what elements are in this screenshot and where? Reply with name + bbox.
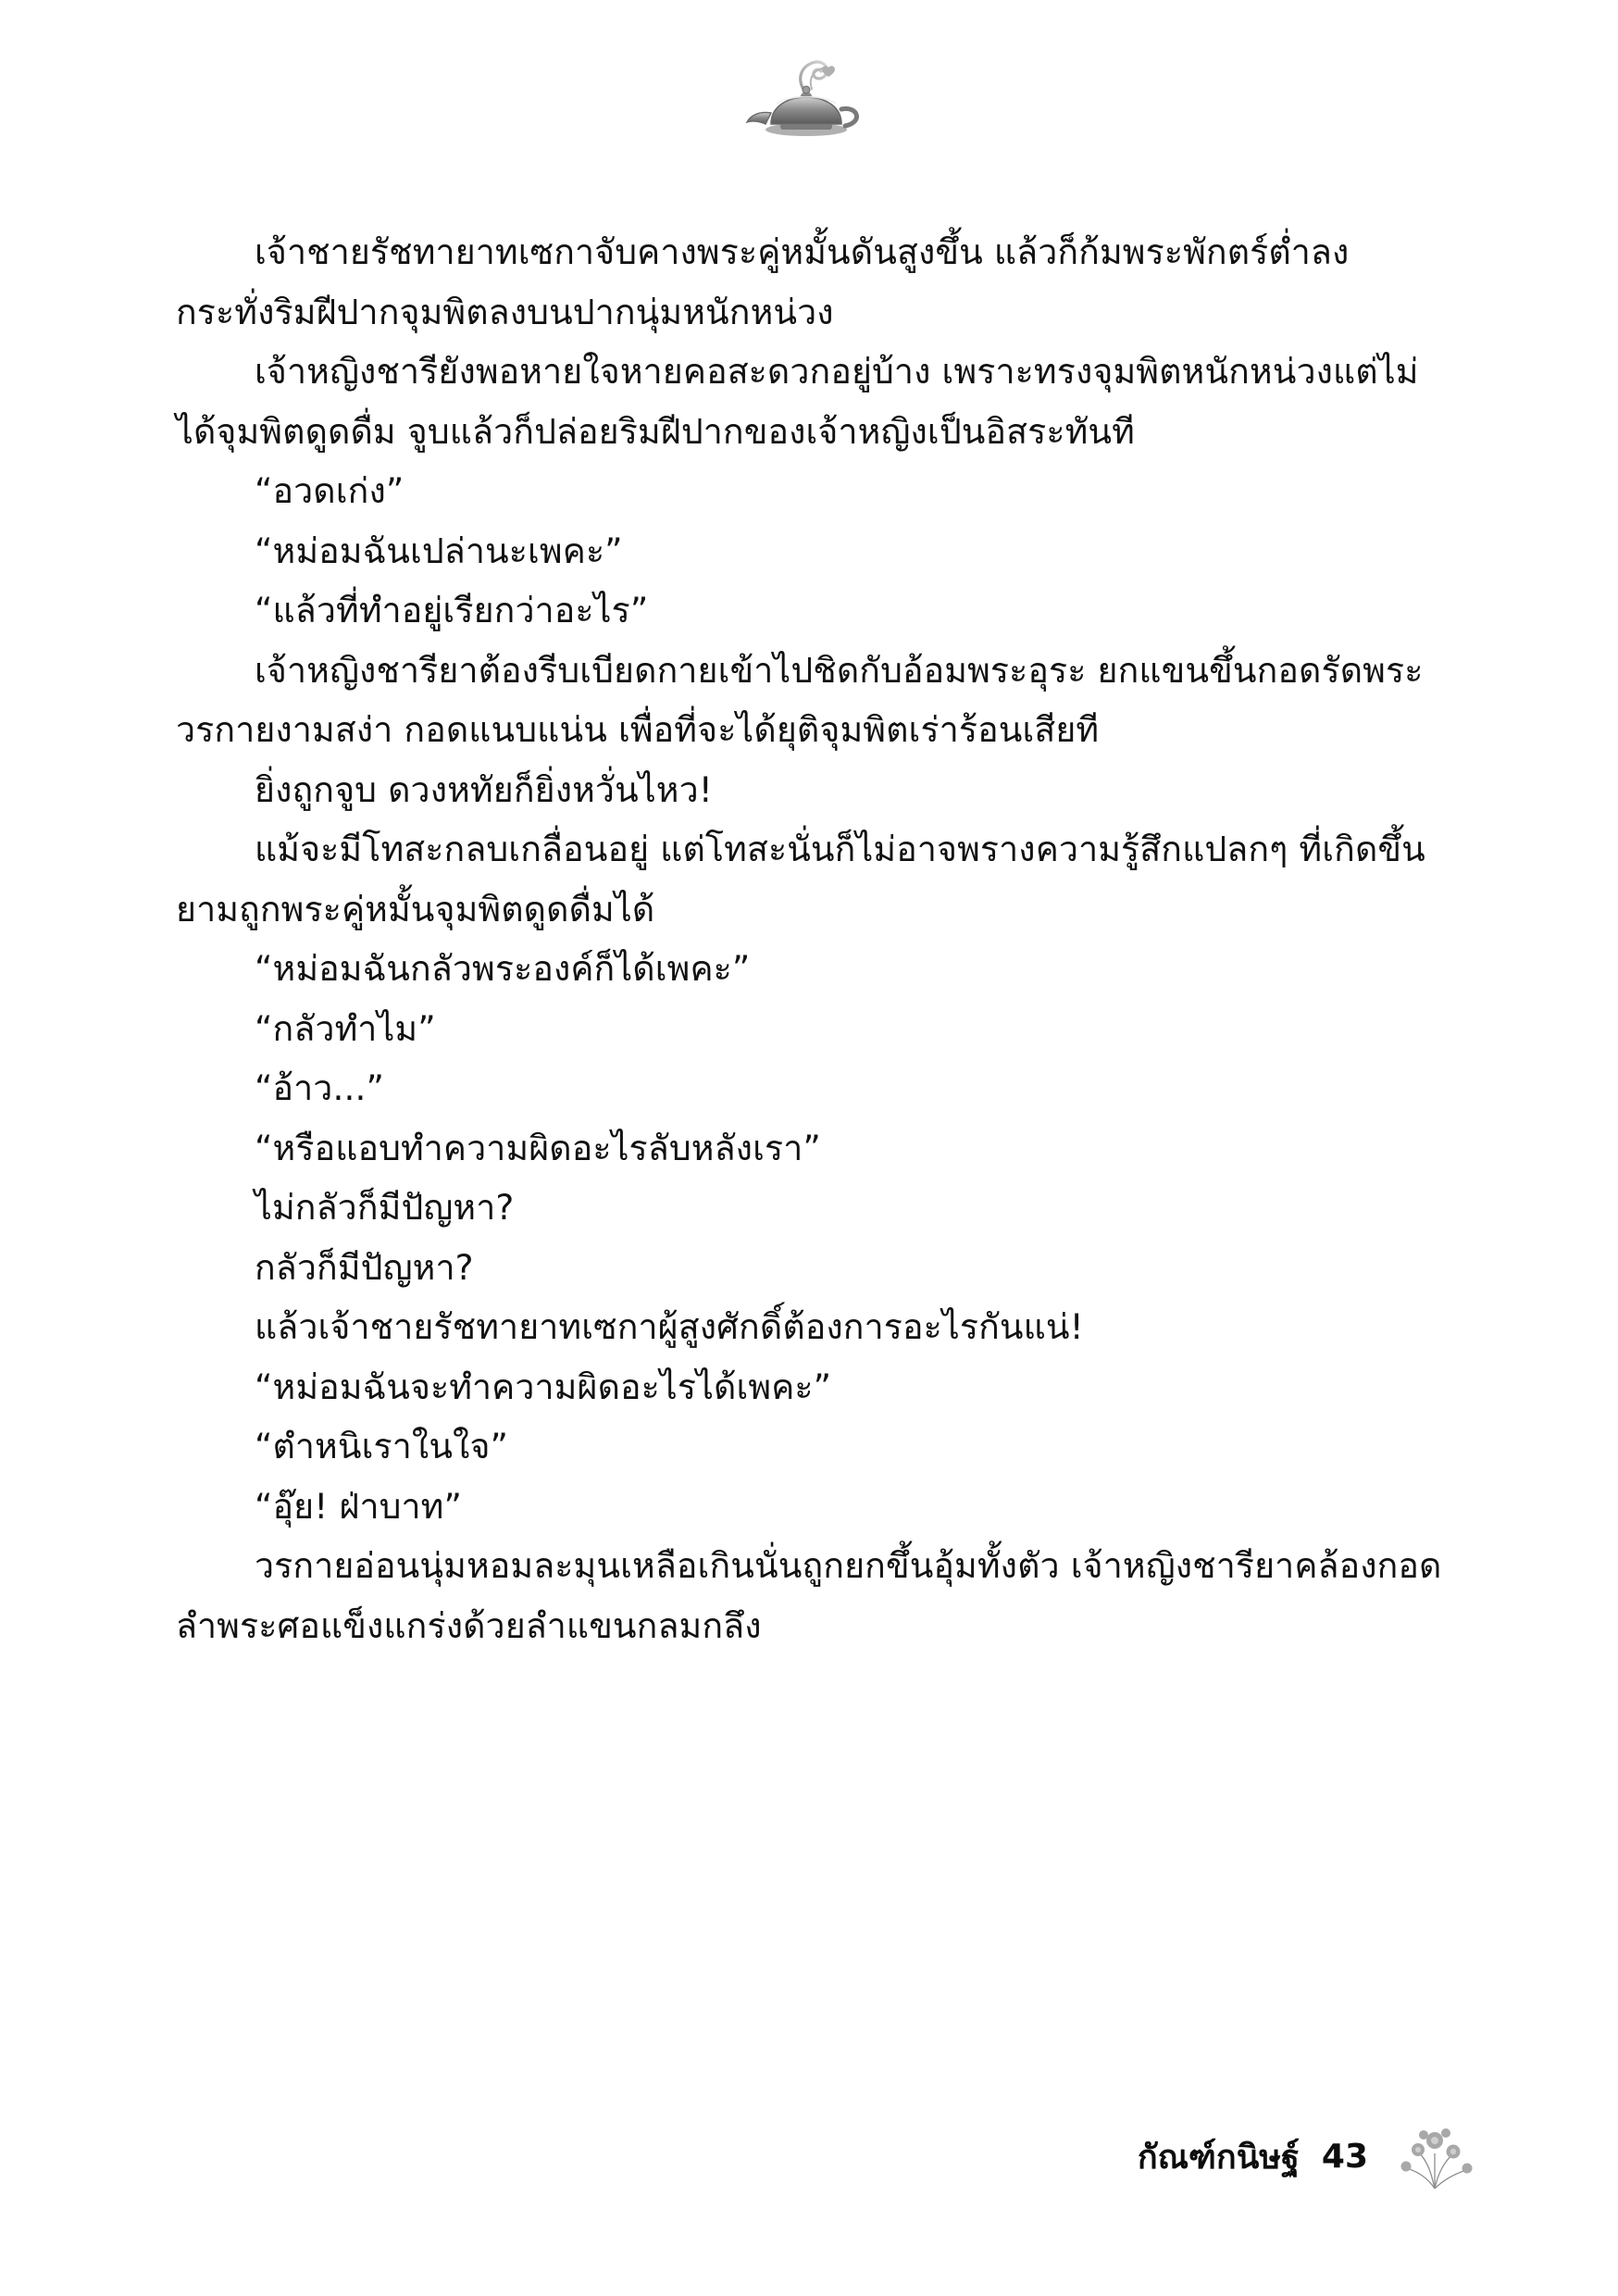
paragraph: “แล้วที่ทำอยู่เรียกว่าอะไร”	[255, 590, 649, 630]
paragraph: “หม่อมฉันจะทำความผิดอะไรได้เพคะ”	[255, 1366, 832, 1407]
paragraph: “อวดเก่ง”	[255, 470, 404, 511]
page-number: 43	[1321, 2137, 1368, 2176]
paragraph: ยิ่งถูกจูบ ดวงหทัยก็ยิ่งหวั่นไหว!	[255, 768, 713, 810]
paragraph: วรกายอ่อนนุ่มหอมละมุนเหลือเกินนั่นถูกยกขึ้นอุ้มทั้งตัว เจ้าหญิงชารียาคล้องกอดลำพระศอแข็งแกร่งด้วยลำแขนกลมกลึง	[176, 1545, 1442, 1646]
paragraph: ไม่กลัวก็มีปัญหา?	[255, 1187, 515, 1228]
genie-lamp-icon	[740, 48, 878, 145]
page-footer	[1138, 2116, 1479, 2196]
flower-sprig-icon	[1390, 2116, 1479, 2196]
paragraph: เจ้าหญิงชารียาต้องรีบเบียดกายเข้าไปชิดกับอ้อมพระอุระ ยกแขนขึ้นกอดรัดพระวรกายงามสง่า กอดแนบแน่น เพื่อที่จะได้ยุติจุมพิตเร่าร้อนเสียที	[176, 649, 1424, 750]
paragraph: “กลัวทำไม”	[255, 1007, 436, 1049]
paragraph: เจ้าชายรัชทายาทเซกาจับคางพระคู่หมั้นดันสูงขึ้น แล้วก็ก้มพระพักตร์ต่ำลงกระทั่งริมฝีปากจุมพิตลงบนปากนุ่มหนักหน่วง	[176, 231, 1350, 332]
paragraph: แม้จะมีโทสะกลบเกลื่อนอยู่ แต่โทสะนั่นก็ไม่อาจพรางความรู้สึกแปลกๆ ที่เกิดขึ้นยามถูกพระคู่หมั้นจุมพิตดูดดื่มได้	[176, 829, 1425, 930]
header-ornament	[0, 48, 1618, 145]
paragraph: แล้วเจ้าชายรัชทายาทเซกาผู้สูงศักดิ์ต้องการอะไรกันแน่!	[255, 1306, 1084, 1347]
paragraph: “อ้าว...”	[255, 1067, 385, 1108]
paragraph: “หม่อมฉันกลัวพระองค์ก็ได้เพคะ”	[255, 948, 751, 989]
page-body-text	[176, 222, 1444, 1655]
paragraph: “หม่อมฉันเปล่านะเพคะ”	[255, 530, 623, 571]
paragraph: กลัวก็มีปัญหา?	[255, 1246, 474, 1288]
paragraph: เจ้าหญิงชารียังพอหายใจหายคอสะดวกอยู่บ้าง เพราะทรงจุมพิตหนักหน่วงแต่ไม่ได้จุมพิตดูดดื่ม จูบแล้วก็ปล่อยริมฝีปากของเจ้าหญิงเป็นอิสระทันที	[176, 351, 1419, 452]
paragraph: “ตำหนิเราในใจ”	[255, 1426, 509, 1466]
book-title: กัณฑ์กนิษฐ์	[1137, 2138, 1300, 2177]
paragraph: “อุ๊ย! ฝ่าบาท”	[255, 1485, 463, 1527]
paragraph: “หรือแอบทำความผิดอะไรลับหลังเรา”	[255, 1127, 821, 1168]
